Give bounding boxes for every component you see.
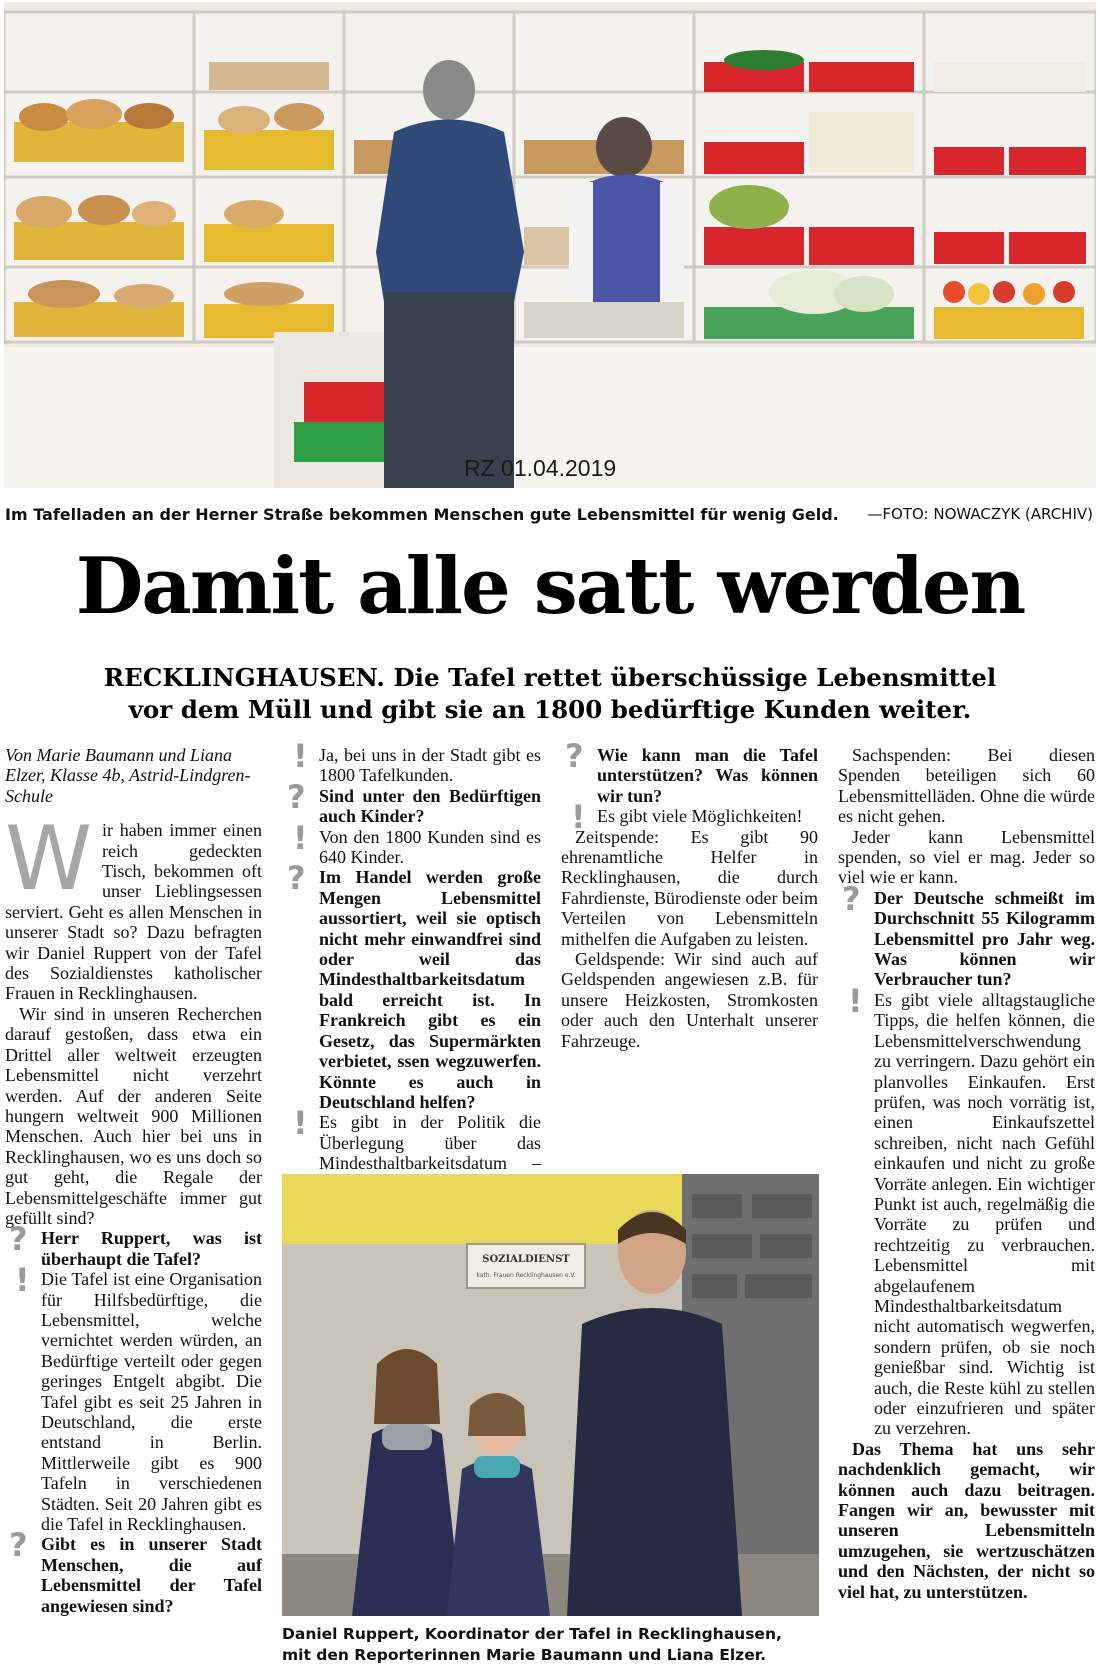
reporters-with-coordinator-illustration: [282, 1174, 819, 1616]
intro-paragraph: [5, 807, 262, 1004]
headline: Damit alle satt werden: [75, 541, 1025, 632]
question-mark-icon: ?: [842, 879, 861, 918]
answer-block: [283, 818, 541, 868]
bottom-photo-caption: [282, 1624, 819, 1666]
question-block: [5, 1220, 262, 1269]
sozialdienst-sign: [467, 1244, 585, 1288]
question: Im Handel werden große Mengen Lebensmittel aussortiert, weil sie optisch nicht mehr einwandfrei sind oder weil das Mindesthaltbarkeitsdatum bald erreicht ist. In Frankreich gibt es ein Gesetz, das Supermärkten verbietet, ssen wegzuwerfen. Könnte es auch in Deutschland helfen?: [319, 867, 541, 1112]
question: Sind unter den Bedürftigen auch Kinder?: [319, 785, 541, 827]
question-block: [283, 859, 541, 1112]
question: Wie kann man die Tafel unterstützen? Was können wir tun?: [597, 745, 818, 806]
question-mark-icon: ?: [565, 737, 584, 775]
date-stamp: RZ 01.04.2019: [464, 455, 617, 481]
answer: Die Tafel ist eine Organisation für Hilfsbedürftige, die Lebensmittel, welche vernichtet werden würden, an Bedürftige verteilt oder gegen geringes Entgelt abgibt. Die Tafel gibt es seit 25 Jahren in Deutschland, die erste entstand in Berlin. Mittlerweile gibt es 900 Tafeln in verschiedenen Städten. Seit 20 Jahren gibt es die Tafel in Recklinghausen.: [41, 1269, 262, 1535]
exclamation-mark-icon: !: [571, 798, 586, 837]
drop-cap: W: [5, 807, 93, 911]
answer: Von den 1800 Kunden sind es 640 Kinder.: [319, 826, 541, 868]
answer-block: [283, 737, 541, 786]
paragraph: Sachspenden: Bei diesen Spenden beteiligen sich 60 Lebensmittelläden. Ohne die würde es nicht gehen.: [838, 745, 1095, 827]
answer-block: [5, 1261, 262, 1535]
answer: Es gibt viele Möglichkeiten!: [597, 806, 803, 827]
tafelladen-shelves-illustration: [4, 2, 1096, 488]
paragraph: Zeitspende: Es gibt 90 ehrenamtliche Helfer in Recklinghausen, die durch Fahrdienste, Bürodienste oder beim Verteilen von Lebensmitteln mithelfen die Aufgaben zu leisten.: [561, 826, 818, 949]
answer-block: [838, 981, 1095, 1439]
exclamation-mark-icon: !: [848, 981, 863, 1020]
paragraph: Jeder kann Lebensmittel spenden, so viel er mag. Jeder so viel wie er kann.: [838, 826, 1095, 888]
question-block: [5, 1526, 262, 1616]
question-mark-icon: ?: [9, 1526, 28, 1565]
paragraph: Geldspende: Wir sind auch auf Geldspenden angewiesen z.B. für unsere Heizkosten, Stromkosten oder auch den Unterhalt unserer Fahrzeuge.: [561, 949, 818, 1051]
top-photo-caption: [5, 502, 1095, 528]
answer: Ja, bei uns in der Stadt gibt es 1800 Tafelkunden.: [319, 745, 541, 786]
byline: Von Marie Baumann und Liana Elzer, Klasse 4b, Astrid-Lindgren-Schule: [5, 745, 251, 806]
lead-line-2: vor dem Müll und gibt sie an 1800 bedürftige Kunden weiter.: [128, 695, 972, 724]
article-column-4: [838, 745, 1095, 1602]
caption-line-2: mit den Reporterinnen Marie Baumann und Liana Elzer.: [282, 1646, 767, 1664]
question: Herr Ruppert, was ist überhaupt die Tafel?: [41, 1228, 262, 1269]
question: Der Deutsche schmeißt im Durchschnitt 55 Kilogramm Lebensmittel pro Jahr weg. Was können wir Verbraucher tun?: [874, 887, 1095, 990]
question-mark-icon: ?: [287, 859, 306, 898]
question-mark-icon: ?: [287, 777, 306, 816]
photo-credit: —FOTO: NOWACZYK (ARCHIV): [867, 505, 1093, 523]
exclamation-mark-icon: !: [293, 818, 308, 857]
question-block: [283, 777, 541, 827]
exclamation-mark-icon: !: [293, 737, 308, 775]
sign-title: SOZIALDIENST: [482, 1254, 570, 1265]
question-mark-icon: ?: [9, 1220, 28, 1259]
bottom-photo: [282, 1174, 819, 1616]
answer: Es gibt viele alltagstaugliche Tipps, die helfen können, die Lebensmittelverschwendung zu verringern. Dazu gehört ein planvolles Einkaufen. Erst prüfen, was noch vorrätig ist, einen Einkaufszettel schreiben, nicht nach Gefühl einkaufen und nicht zu große Vorräte anlegen. Ein wichtiger Punkt ist auch, regelmäßig die Vorräte zu prüfen und rechtzeitig zu verbrauchen. Lebensmittel mit abgelaufenem Mindesthaltbarkeitsdatum nicht automatisch wegwerfen, sondern prüfen, ob sie noch genießbar sind. Wichtig ist auch, die Reste kühl zu stellen oder einzufrieren und später zu verzehren.: [874, 989, 1095, 1439]
intro-text: ir haben immer einen reich gedeckten Tisch, bekommen oft unser Lieblingsessen serviert. Geht es allen Menschen in unserer Stadt so? Dazu befragten wir Daniel Ruppert von der Tafel des Sozialdienstes katholischer Frauen in Recklinghausen.: [5, 820, 262, 1004]
article-column-3: [561, 737, 818, 1051]
exclamation-mark-icon: !: [15, 1261, 30, 1300]
lead-paragraph: [40, 662, 1060, 726]
article-column-1: [5, 745, 262, 1616]
answer-block: [561, 798, 818, 837]
sign-subtitle: kath. Frauen Recklinghausen e.V.: [476, 1272, 576, 1279]
exclamation-mark-icon: !: [293, 1104, 308, 1143]
paragraph: Wir sind in unseren Recherchen darauf gestoßen, dass etwa ein Drittel aller weltweit erzeugten Lebensmittel nicht verzehrt werden. Auf der anderen Seite hungern weltweit 900 Millionen Menschen. Auch hier bei uns in Recklinghausen, wo es uns doch so gut geht, die Regale der Lebensmittelgeschäfte immer gut gefüllt sind?: [5, 1003, 262, 1228]
closing-paragraph: Das Thema hat uns sehr nachdenklich gemacht, wir können auch dazu beitragen. Fangen wir an, bewusster mit unseren Lebensmitteln umzugehen, sie wertzuschätzen und den Nächsten, der nicht so viel hat, zu unterstützen.: [838, 1438, 1095, 1602]
top-photo: [4, 2, 1096, 488]
caption-line-1: Daniel Ruppert, Koordinator der Tafel in Recklinghausen,: [282, 1625, 782, 1643]
question-block: [838, 879, 1095, 990]
caption-text: Im Tafelladen an der Herner Straße bekommen Menschen gute Lebensmittel für wenig Geld.: [5, 505, 839, 524]
lead-line-1: RECKLINGHAUSEN. Die Tafel rettet überschüssige Lebensmittel: [103, 663, 997, 692]
question-block: [561, 737, 818, 806]
question: Gibt es in unserer Stadt Menschen, die auf Lebensmittel der Tafel angewiesen sind?: [41, 1534, 262, 1616]
answer: Es gibt in der Politik die Überlegung über das Mindesthaltbarkeitsdatum –: [319, 1112, 541, 1174]
